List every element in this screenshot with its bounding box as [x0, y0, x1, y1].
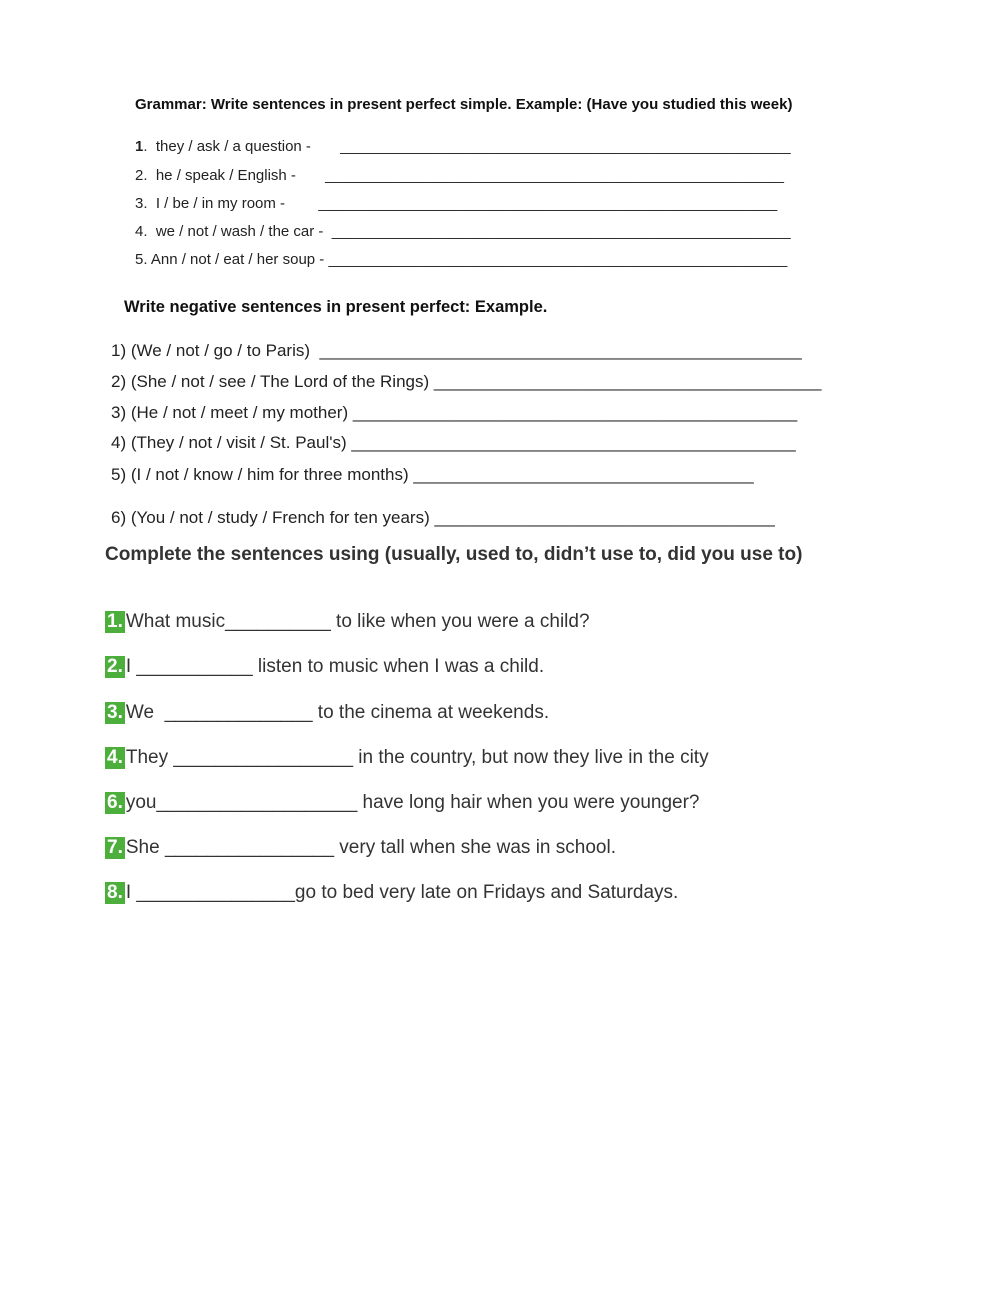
s2-item-1[interactable]: 1) (We / not / go / to Paris) ___________________________________________________	[111, 341, 802, 360]
s3-item-3[interactable]	[105, 702, 549, 724]
number-badge: 6.	[107, 792, 123, 813]
s3-item-6[interactable]	[105, 837, 616, 859]
s1-item-5-text: 5. Ann / not / eat / her soup - _______________________________________________________	[135, 251, 788, 268]
s3-item-4[interactable]	[105, 747, 709, 769]
s1-item-4-text: 4. we / not / wash / the car - _______________________________________________________	[135, 223, 791, 240]
s1-item-2-text: 2. he / speak / English - _______________________________________________________	[135, 167, 784, 184]
number-badge: 7.	[107, 837, 123, 858]
s1-item-1-text: . they / ask / a question - ______________________________________________________	[143, 138, 791, 155]
s3-item-7[interactable]	[105, 882, 678, 904]
s1-item-3-text: 3. I / be / in my room - _______________________________________________________	[135, 195, 778, 212]
s3-item-7-text: I _______________go to bed very late on Fridays and Saturdays.	[125, 882, 679, 903]
s1-item-3[interactable]	[135, 195, 777, 212]
s3-item-2[interactable]	[105, 656, 544, 678]
s1-item-5[interactable]	[135, 251, 787, 268]
s2-item-4[interactable]: 4) (They / not / visit / St. Paul's) _______________________________________________	[111, 433, 796, 452]
number-badge: 1.	[107, 611, 123, 632]
number-badge: 8.	[107, 882, 123, 903]
s3-item-1[interactable]	[105, 611, 590, 633]
s2-item-3[interactable]: 3) (He / not / meet / my mother) _______________________________________________	[111, 403, 798, 422]
s1-item-2[interactable]	[135, 167, 784, 184]
number-badge: 3.	[107, 702, 123, 723]
s3-item-2-text: I ___________ listen to music when I was a child.	[125, 656, 545, 677]
s3-item-3-text: We ______________ to the cinema at weekends.	[125, 702, 550, 723]
section1-heading: Grammar: Write sentences in present perfect simple. Example: (Have you studied this week)	[135, 96, 793, 113]
s2-item-6[interactable]: 6) (You / not / study / French for ten years) ____________________________________	[111, 508, 775, 527]
s3-item-4-text: They _________________ in the country, but now they live in the city	[125, 747, 709, 768]
s1-item-4[interactable]	[135, 223, 791, 240]
s1-item-1-num: 1	[135, 138, 144, 155]
number-badge: 2.	[107, 656, 123, 677]
section2-heading: Write negative sentences in present perfect: Example.	[124, 298, 548, 316]
s3-item-6-text: She ________________ very tall when she was in school.	[125, 837, 616, 858]
s1-item-1[interactable]	[135, 138, 791, 155]
s2-item-5[interactable]: 5) (I / not / know / him for three months) ____________________________________	[111, 465, 754, 484]
s3-item-5[interactable]	[105, 792, 700, 814]
number-badge: 4.	[107, 747, 123, 768]
s2-item-2[interactable]: 2) (She / not / see / The Lord of the Rings) _________________________________________	[111, 372, 822, 391]
section3-heading: Complete the sentences using (usually, used to, didn’t use to, did you use to)	[105, 544, 803, 565]
s3-item-1-text: What music__________ to like when you were a child?	[125, 611, 590, 632]
s3-item-5-text: you___________________ have long hair when you were younger?	[125, 792, 700, 813]
